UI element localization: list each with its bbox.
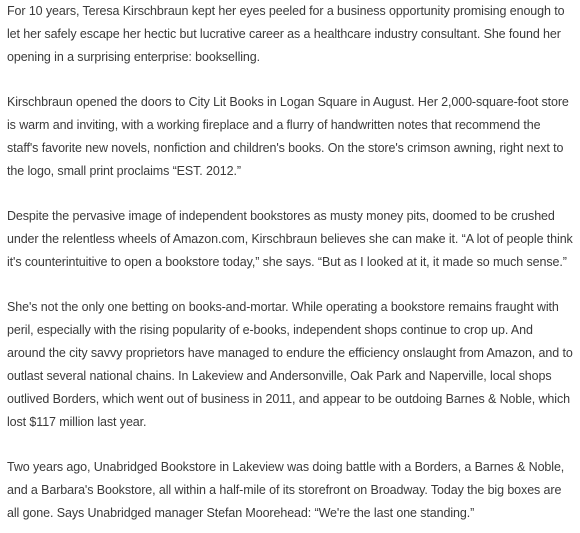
paragraph-5: Two years ago, Unabridged Bookstore in Lakeview was doing battle with a Borders, a Barnes & Noble, and a Barbara's Bookstore, all within a half-mile of its storefront on Broadway. Today the big boxes are all gone. Says Unabridged manager Stefan Moorehead: “We're the last one standing.”: [7, 460, 565, 520]
paragraph-1: For 10 years, Teresa Kirschbraun kept her eyes peeled for a business opportunity promising enough to let her safely escape her hectic but lucrative career as a healthcare industry consultant. She found her opening in a surprising enterprise: bookselling.: [7, 4, 565, 64]
paragraph-3: Despite the pervasive image of independent bookstores as musty money pits, doomed to be crushed under the relentless wheels of Amazon.com, Kirschbraun believes she can make it. “A lot of people think it's counterintuitive to open a bookstore today,” she says. “But as I looked at it, it made so much sense.”: [7, 209, 573, 269]
paragraph-2: Kirschbraun opened the doors to City Lit Books in Logan Square in August. Her 2,000-square-foot store is warm and inviting, with a working fireplace and a flurry of handwritten notes that recommend the staff's favorite new novels, nonfiction and children's books. On the store's crimson awning, right next to the logo, small print proclaims “EST. 2012.”: [7, 95, 569, 178]
paragraph-4: She's not the only one betting on books-and-mortar. While operating a bookstore remains fraught with peril, especially with the rising popularity of e-books, independent shops continue to crop up. And around the city savvy proprietors have managed to endure the efficiency onslaught from Amazon, and to outlast several national chains. In Lakeview and Andersonville, Oak Park and Naperville, local shops outlived Borders, which went out of business in 2011, and appear to be outdoing Barnes & Noble, which lost $117 million last year.: [7, 300, 573, 429]
